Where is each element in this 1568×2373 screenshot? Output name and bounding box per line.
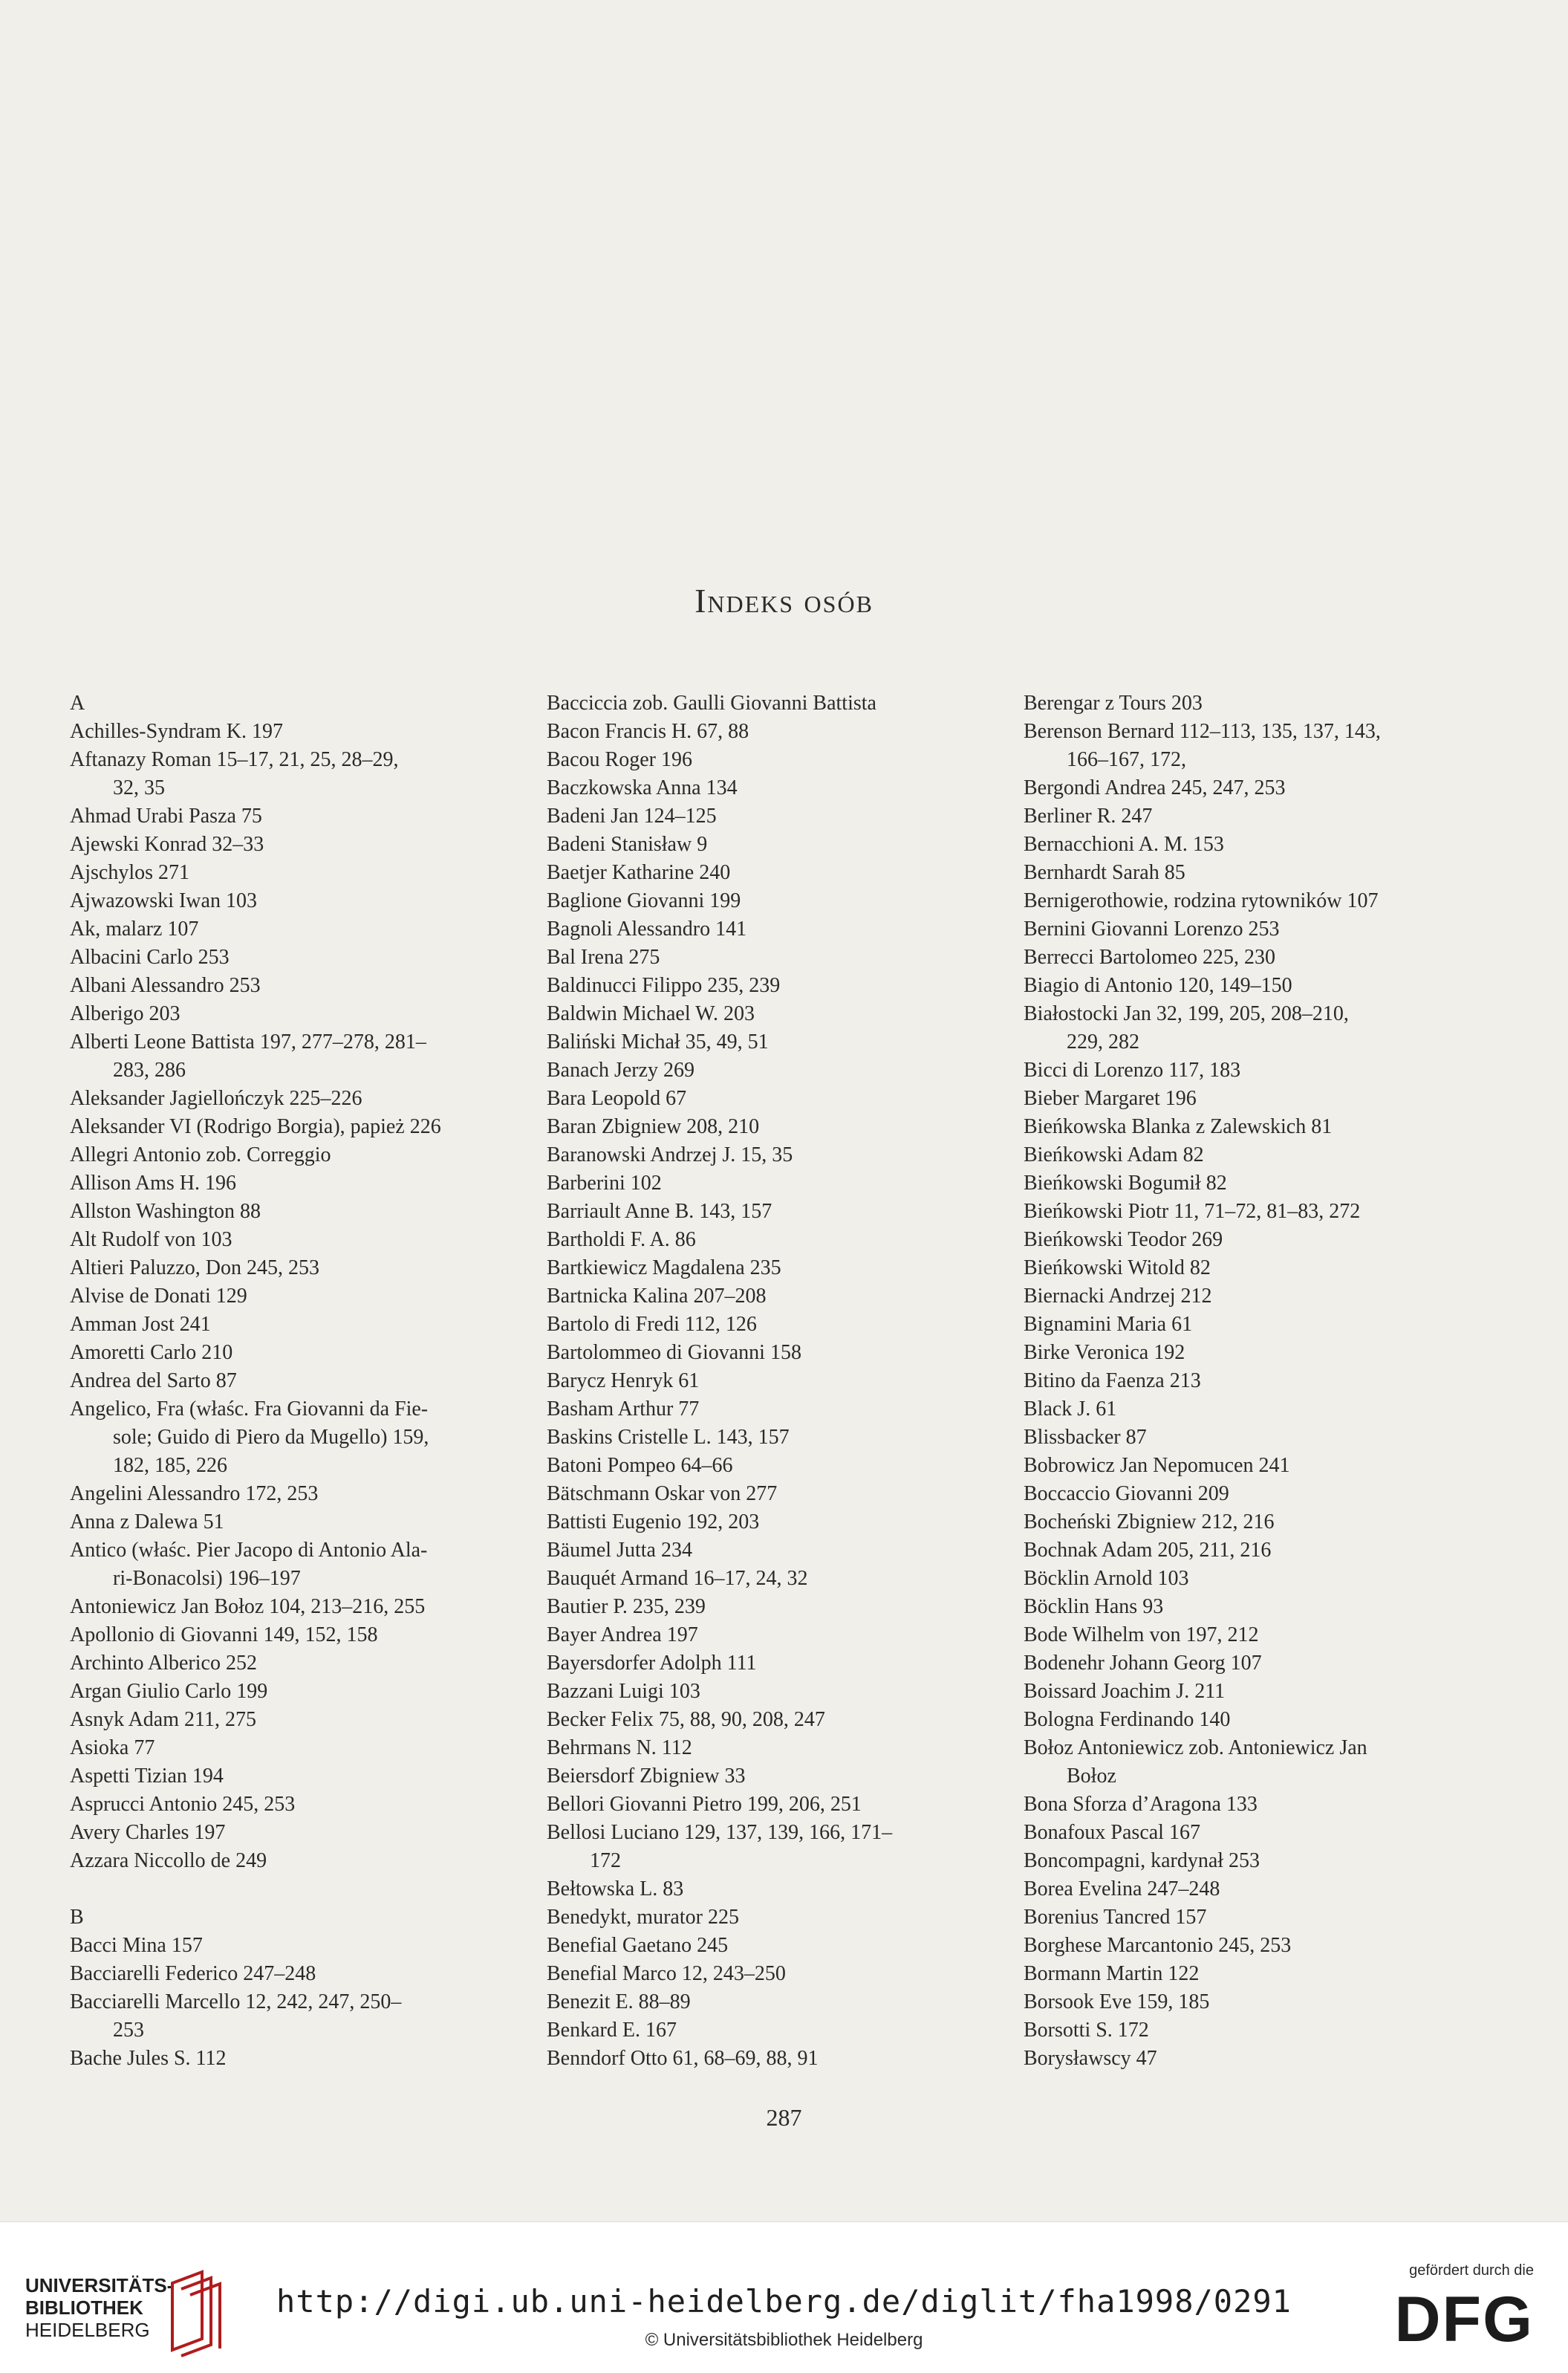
index-entry-text: Borghese Marcantonio 245, 253 (1024, 1934, 1292, 1957)
index-entry-continuation: 166–167, 172, (1067, 748, 1186, 771)
index-entry (70, 1198, 515, 1226)
index-entry-text: Benefial Gaetano 245 (547, 1934, 729, 1957)
index-entry-text: Böcklin Arnold 103 (1024, 1567, 1189, 1590)
index-entry (70, 915, 515, 944)
index-entry (547, 718, 992, 746)
index-entry-text: Benefial Marco 12, 243–250 (547, 1962, 786, 1985)
index-entry-text: Bonafoux Pascal 167 (1024, 1821, 1200, 1844)
index-entry (547, 1254, 992, 1282)
index-entry (547, 915, 992, 944)
index-entry-text: Angelico, Fra (właśc. Fra Giovanni da Fie- (70, 1397, 429, 1421)
index-entry (1024, 944, 1469, 972)
index-entry (70, 887, 515, 915)
index-entry (1024, 1452, 1469, 1480)
funded-by-label: gefördert durch die (1409, 2262, 1534, 2279)
index-entry (70, 1791, 515, 1819)
index-entry (547, 831, 992, 859)
index-entry-text: Asprucci Antonio 245, 253 (70, 1793, 296, 1816)
index-entry (1024, 1734, 1469, 1791)
index-entry-text: Achilles-Syndram K. 197 (70, 720, 283, 743)
index-entry (547, 1339, 992, 1367)
index-entry-text: Archinto Alberico 252 (70, 1652, 257, 1675)
index-entry (547, 746, 992, 774)
dfg-logo: DFG (1394, 2284, 1534, 2355)
index-entry (547, 1141, 992, 1169)
section-gap (70, 1875, 515, 1903)
index-entry-text: Baranowski Andrzej J. 15, 35 (547, 1143, 793, 1166)
index-entry (547, 1452, 992, 1480)
index-entry (1024, 1395, 1469, 1424)
index-entry (547, 859, 992, 887)
index-entry (70, 1734, 515, 1762)
index-entry-text: Baskins Cristelle L. 143, 157 (547, 1426, 790, 1449)
index-entry-text: Bocheński Zbigniew 212, 216 (1024, 1510, 1275, 1533)
index-entry-text: Allston Washington 88 (70, 1200, 261, 1223)
index-entry (547, 1649, 992, 1678)
index-entry (70, 1339, 515, 1367)
index-entry-text: Amman Jost 241 (70, 1313, 211, 1336)
index-entry (1024, 1113, 1469, 1141)
index-entry (70, 1593, 515, 1621)
index-entry-text: Bartolo di Fredi 112, 126 (547, 1313, 757, 1336)
index-entry (1024, 915, 1469, 944)
index-entry-text: Berengar z Tours 203 (1024, 692, 1203, 715)
index-entry (1024, 1791, 1469, 1819)
index-entry-text: Antico (właśc. Pier Jacopo di Antonio Ala- (70, 1539, 428, 1562)
index-entry (547, 1480, 992, 1508)
index-entry-text: Baldwin Michael W. 203 (547, 1002, 755, 1025)
entry-list-b (70, 1932, 515, 2073)
index-entry (1024, 1339, 1469, 1367)
index-entry-text: Bagnoli Alessandro 141 (547, 918, 747, 941)
index-entry-text: Bieńkowski Bogumił 82 (1024, 1172, 1227, 1195)
index-entry-text: Ahmad Urabi Pasza 75 (70, 805, 262, 828)
index-entry (547, 1903, 992, 1932)
index-entry (547, 1000, 992, 1028)
index-entry-text: Allison Ams H. 196 (70, 1172, 237, 1195)
index-entry-text: Blissbacker 87 (1024, 1426, 1147, 1449)
index-entry (1024, 1536, 1469, 1565)
index-entry (70, 1282, 515, 1311)
index-entry-text: Ajschylos 271 (70, 861, 189, 884)
index-entry-text: Bormann Martin 122 (1024, 1962, 1200, 1985)
index-entry (70, 831, 515, 859)
index-entry (1024, 1960, 1469, 1988)
index-entry (547, 1028, 992, 1056)
index-entry (547, 1621, 992, 1649)
index-entry-text: Benezit E. 88–89 (547, 1990, 691, 2013)
index-entry (1024, 2045, 1469, 2073)
index-entry-text: Barberini 102 (547, 1172, 662, 1195)
index-entry (547, 1762, 992, 1791)
index-entry-text: Borenius Tancred 157 (1024, 1906, 1207, 1929)
index-entry (547, 2016, 992, 2045)
index-entry-text: Bacciarelli Marcello 12, 242, 247, 250– (70, 1990, 402, 2013)
index-entry (1024, 1169, 1469, 1198)
index-entry (1024, 1903, 1469, 1932)
index-entry (70, 1254, 515, 1282)
index-entry (547, 1536, 992, 1565)
index-entry-text: Angelini Alessandro 172, 253 (70, 1482, 319, 1505)
index-entry-text: Bobrowicz Jan Nepomucen 241 (1024, 1454, 1290, 1477)
index-entry-text: Alvise de Donati 129 (70, 1285, 247, 1308)
index-entry-text: Alt Rudolf von 103 (70, 1228, 232, 1251)
index-entry-text: Biagio di Antonio 120, 149–150 (1024, 974, 1292, 997)
index-entry-text: Białostocki Jan 32, 199, 205, 208–210, (1024, 1002, 1349, 1025)
index-entry (547, 1424, 992, 1452)
index-entry (1024, 1847, 1469, 1875)
index-entry-text: Bacon Francis H. 67, 88 (547, 720, 749, 743)
index-entry-text: Bołoz Antoniewicz zob. Antoniewicz Jan (1024, 1736, 1367, 1759)
index-column-2 (547, 689, 992, 2073)
permalink-url[interactable]: http://digi.ub.uni-heidelberg.de/diglit/fha1998/0291 (276, 2283, 1292, 2320)
index-entry (547, 1819, 992, 1875)
index-entry-text: Borea Evelina 247–248 (1024, 1877, 1220, 1900)
index-entry-text: Bellori Giovanni Pietro 199, 206, 251 (547, 1793, 862, 1816)
index-entry (1024, 2016, 1469, 2045)
index-entry (1024, 1621, 1469, 1649)
index-entry (70, 1028, 515, 1085)
index-entry-text: Bernacchioni A. M. 153 (1024, 833, 1224, 856)
index-entry (547, 1593, 992, 1621)
index-entry (70, 859, 515, 887)
index-entry (1024, 1932, 1469, 1960)
index-entry-text: Birke Veronica 192 (1024, 1341, 1185, 1364)
index-entry-text: Benedykt, murator 225 (547, 1906, 739, 1929)
index-entry (70, 1988, 515, 2045)
index-entry-text: Bona Sforza d’Aragona 133 (1024, 1793, 1258, 1816)
index-entry (1024, 1367, 1469, 1395)
index-entry-text: Badeni Stanisław 9 (547, 833, 708, 856)
index-entry (547, 2045, 992, 2073)
index-entry-text: Bode Wilhelm von 197, 212 (1024, 1623, 1259, 1646)
index-entry-text: Böcklin Hans 93 (1024, 1595, 1164, 1618)
index-entry-text: Borysławscy 47 (1024, 2047, 1157, 2070)
index-entry-text: Bitino da Faenza 213 (1024, 1369, 1201, 1392)
index-entry (70, 1508, 515, 1536)
index-entry (1024, 718, 1469, 774)
index-entry-text: Barriault Anne B. 143, 157 (547, 1200, 772, 1223)
library-name-line2: BIBLIOTHEK (25, 2296, 143, 2319)
index-entry (547, 1565, 992, 1593)
index-entry-text: Allegri Antonio zob. Correggio (70, 1143, 331, 1166)
index-entry-text: Altieri Paluzzo, Don 245, 253 (70, 1256, 319, 1279)
index-entry-text: Asnyk Adam 211, 275 (70, 1708, 256, 1731)
index-entry-continuation: 172 (590, 1849, 621, 1872)
index-entry (70, 1000, 515, 1028)
index-entry-text: Boccaccio Giovanni 209 (1024, 1482, 1229, 1505)
index-entry (1024, 1565, 1469, 1593)
index-entry-text: Bacciccia zob. Gaulli Giovanni Battista (547, 692, 876, 715)
index-entry (70, 1762, 515, 1791)
index-column-3 (1024, 689, 1469, 2073)
library-name-line3: HEIDELBERG (25, 2319, 150, 2341)
index-entry-text: Becker Felix 75, 88, 90, 208, 247 (547, 1708, 825, 1731)
index-entry (547, 1311, 992, 1339)
index-entry (1024, 859, 1469, 887)
index-entry (70, 1169, 515, 1198)
index-entry (1024, 774, 1469, 802)
page-title: Indeks osób (694, 582, 874, 620)
index-entry (1024, 1000, 1469, 1056)
index-entry-text: Apollonio di Giovanni 149, 152, 158 (70, 1623, 378, 1646)
index-entry-text: Aleksander Jagiellończyk 225–226 (70, 1087, 362, 1110)
index-entry (70, 1395, 515, 1480)
index-entry-text: Alberigo 203 (70, 1002, 180, 1025)
index-entry-text: Bara Leopold 67 (547, 1087, 687, 1110)
index-entry (70, 1367, 515, 1395)
index-entry-text: Bochnak Adam 205, 211, 216 (1024, 1539, 1272, 1562)
index-entry-text: Bal Irena 275 (547, 946, 660, 969)
index-entry (547, 1706, 992, 1734)
index-entry-text: Baetjer Katharine 240 (547, 861, 731, 884)
index-entry (1024, 1282, 1469, 1311)
index-entry (1024, 1480, 1469, 1508)
index-entry-text: Bacou Roger 196 (547, 748, 692, 771)
index-entry-text: Bełtowska L. 83 (547, 1877, 684, 1900)
index-entry-text: Baldinucci Filippo 235, 239 (547, 974, 781, 997)
index-entry (547, 944, 992, 972)
index-entry (1024, 1311, 1469, 1339)
index-entry-text: Benndorf Otto 61, 68–69, 88, 91 (547, 2047, 819, 2070)
index-entry-text: Asioka 77 (70, 1736, 155, 1759)
page-number: 287 (766, 2104, 802, 2131)
index-entry (70, 1536, 515, 1593)
index-entry-text: Bernhardt Sarah 85 (1024, 861, 1185, 884)
index-entry-text: Baglione Giovanni 199 (547, 889, 741, 912)
section-letter-b: B (70, 1906, 84, 1929)
index-entry-text: Bieńkowski Teodor 269 (1024, 1228, 1223, 1251)
index-entry (1024, 1085, 1469, 1113)
index-entry-text: Barycz Henryk 61 (547, 1369, 700, 1392)
index-entry-text: Borsook Eve 159, 185 (1024, 1990, 1210, 2013)
index-entry (70, 1706, 515, 1734)
index-entry (70, 1621, 515, 1649)
index-entry-text: Battisti Eugenio 192, 203 (547, 1510, 760, 1533)
index-entry (70, 1819, 515, 1847)
index-entry-text: Ajewski Konrad 32–33 (70, 833, 264, 856)
index-entry-text: Beiersdorf Zbigniew 33 (547, 1765, 746, 1788)
index-entry (1024, 1988, 1469, 2016)
index-entry-text: Bayersdorfer Adolph 111 (547, 1652, 757, 1675)
index-entry (70, 1085, 515, 1113)
index-entry (70, 1847, 515, 1875)
index-entry-text: Aftanazy Roman 15–17, 21, 25, 28–29, (70, 748, 399, 771)
index-entry (70, 1226, 515, 1254)
index-entry (547, 1395, 992, 1424)
index-entry-text: Bätschmann Oskar von 277 (547, 1482, 778, 1505)
index-entry-text: Berenson Bernard 112–113, 135, 137, 143, (1024, 720, 1381, 743)
index-entry (70, 1311, 515, 1339)
index-entry (547, 1791, 992, 1819)
index-entry-text: Bartolommeo di Giovanni 158 (547, 1341, 801, 1364)
index-entry-text: Ak, malarz 107 (70, 918, 199, 941)
index-entry-text: Azzara Niccollo de 249 (70, 1849, 267, 1872)
index-entry-text: Boissard Joachim J. 211 (1024, 1680, 1226, 1703)
index-entry-text: Aspetti Tizian 194 (70, 1765, 224, 1788)
index-entry (1024, 802, 1469, 831)
index-entry (1024, 1819, 1469, 1847)
index-entry-text: Bieber Margaret 196 (1024, 1087, 1197, 1110)
copyright-notice: © Universitätsbibliothek Heidelberg (645, 2330, 923, 2350)
index-entry-text: Banach Jerzy 269 (547, 1059, 695, 1082)
index-entry (1024, 1141, 1469, 1169)
index-entry-text: Bacci Mina 157 (70, 1934, 203, 1957)
index-entry-text: Benkard E. 167 (547, 2019, 677, 2042)
index-entry-continuation: 182, 185, 226 (113, 1454, 227, 1477)
index-entry-text: Berliner R. 247 (1024, 805, 1153, 828)
index-entry (547, 1113, 992, 1141)
index-entry-text: Antoniewicz Jan Bołoz 104, 213–216, 255 (70, 1595, 426, 1618)
index-entry-text: Aleksander VI (Rodrigo Borgia), papież 226 (70, 1115, 441, 1138)
index-entry-text: Amoretti Carlo 210 (70, 1341, 233, 1364)
index-entry-text: Bache Jules S. 112 (70, 2047, 227, 2070)
index-entry (547, 1056, 992, 1085)
entry-list-a (70, 718, 515, 1875)
index-entry (1024, 1198, 1469, 1226)
index-entry (1024, 1678, 1469, 1706)
index-entry-text: Basham Arthur 77 (547, 1397, 700, 1421)
index-entry (70, 1480, 515, 1508)
index-entry-text: Bellosi Luciano 129, 137, 139, 166, 171– (547, 1821, 893, 1844)
index-entry (70, 746, 515, 802)
index-entry (70, 718, 515, 746)
index-entry-continuation: 283, 286 (113, 1059, 186, 1082)
index-entry (547, 1875, 992, 1903)
index-entry-text: Baczkowska Anna 134 (547, 776, 738, 799)
index-entry-text: Batoni Pompeo 64–66 (547, 1454, 733, 1477)
entry-list-column-2 (547, 689, 992, 2073)
index-entry-text: Bergondi Andrea 245, 247, 253 (1024, 776, 1286, 799)
index-entry (1024, 1706, 1469, 1734)
index-entry (547, 1226, 992, 1254)
index-entry-continuation: sole; Guido di Piero da Mugello) 159, (113, 1426, 429, 1449)
index-entry-continuation: 32, 35 (113, 776, 165, 799)
index-entry-text: Baran Zbigniew 208, 210 (547, 1115, 760, 1138)
index-entry-text: Bäumel Jutta 234 (547, 1539, 692, 1562)
index-entry-text: Bartholdi F. A. 86 (547, 1228, 696, 1251)
index-entry (70, 802, 515, 831)
index-entry-text: Bauquét Armand 16–17, 24, 32 (547, 1567, 808, 1590)
library-name-line1: UNIVERSITÄTS- (25, 2274, 174, 2296)
index-entry-continuation: 253 (113, 2019, 144, 2042)
index-entry (70, 944, 515, 972)
entry-list-column-3 (1024, 689, 1469, 2073)
index-entry (70, 1932, 515, 1960)
index-entry-text: Bieńkowska Blanka z Zalewskich 81 (1024, 1115, 1333, 1138)
index-entry-continuation: ri-Bonacolsi) 196–197 (113, 1567, 301, 1590)
index-entry (1024, 1649, 1469, 1678)
index-entry-text: Boncompagni, kardynał 253 (1024, 1849, 1260, 1872)
index-entry (70, 972, 515, 1000)
index-entry-text: Albani Alessandro 253 (70, 974, 261, 997)
index-entry-text: Behrmans N. 112 (547, 1736, 692, 1759)
index-entry (547, 689, 992, 718)
index-entry (1024, 1593, 1469, 1621)
index-entry-text: Bautier P. 235, 239 (547, 1595, 706, 1618)
index-entry-text: Bernigerothowie, rodzina rytowników 107 (1024, 889, 1379, 912)
index-entry-text: Argan Giulio Carlo 199 (70, 1680, 268, 1703)
index-entry (1024, 1254, 1469, 1282)
index-entry (547, 1169, 992, 1198)
index-entry (1024, 1508, 1469, 1536)
viewer-footer (0, 2221, 1568, 2373)
index-entry (1024, 689, 1469, 718)
index-entry (547, 972, 992, 1000)
index-entry-text: Baliński Michał 35, 49, 51 (547, 1030, 769, 1054)
index-entry (1024, 972, 1469, 1000)
index-entry (70, 1649, 515, 1678)
index-entry (547, 1734, 992, 1762)
index-entry-text: Albacini Carlo 253 (70, 946, 230, 969)
index-entry (1024, 887, 1469, 915)
index-entry-text: Bacciarelli Federico 247–248 (70, 1962, 316, 1985)
index-entry (70, 1678, 515, 1706)
index-entry (70, 1960, 515, 1988)
index-entry (1024, 1424, 1469, 1452)
index-entry-text: Alberti Leone Battista 197, 277–278, 281– (70, 1030, 426, 1054)
index-entry (547, 1960, 992, 1988)
index-entry-text: Bazzani Luigi 103 (547, 1680, 700, 1703)
index-entry (1024, 1875, 1469, 1903)
index-entry (547, 1198, 992, 1226)
index-entry-text: Andrea del Sarto 87 (70, 1369, 237, 1392)
index-entry (547, 1678, 992, 1706)
index-entry (547, 1932, 992, 1960)
index-entry-text: Bodenehr Johann Georg 107 (1024, 1652, 1262, 1675)
index-entry-text: Bicci di Lorenzo 117, 183 (1024, 1059, 1241, 1082)
index-entry-text: Anna z Dalewa 51 (70, 1510, 224, 1533)
index-entry (70, 1141, 515, 1169)
index-entry (547, 1367, 992, 1395)
index-entry (547, 774, 992, 802)
index-entry (70, 2045, 515, 2073)
index-entry-text: Bieńkowski Adam 82 (1024, 1143, 1204, 1166)
index-entry-text: Borsotti S. 172 (1024, 2019, 1149, 2042)
index-entry-text: Bayer Andrea 197 (547, 1623, 698, 1646)
index-entry (1024, 831, 1469, 859)
index-entry-text: Bieńkowski Witold 82 (1024, 1256, 1211, 1279)
index-entry-continuation: Bołoz (1067, 1765, 1116, 1788)
index-entry-text: Bartnicka Kalina 207–208 (547, 1285, 767, 1308)
index-entry-text: Badeni Jan 124–125 (547, 805, 717, 828)
index-entry-continuation: 229, 282 (1067, 1030, 1139, 1054)
index-entry-text: Bologna Ferdinando 140 (1024, 1708, 1231, 1731)
index-entry (1024, 1226, 1469, 1254)
index-entry-text: Bignamini Maria 61 (1024, 1313, 1193, 1336)
index-entry (547, 1508, 992, 1536)
index-entry (547, 1085, 992, 1113)
index-entry (1024, 1056, 1469, 1085)
index-column-1 (70, 689, 515, 2073)
index-entry-text: Bartkiewicz Magdalena 235 (547, 1256, 781, 1279)
index-entry-text: Bernini Giovanni Lorenzo 253 (1024, 918, 1280, 941)
index-entry-text: Avery Charles 197 (70, 1821, 226, 1844)
index-entry-text: Black J. 61 (1024, 1397, 1117, 1421)
index-entry-text: Biernacki Andrzej 212 (1024, 1285, 1212, 1308)
index-entry (70, 1113, 515, 1141)
index-entry-text: Berrecci Bartolomeo 225, 230 (1024, 946, 1276, 969)
index-entry-text: Bieńkowski Piotr 11, 71–72, 81–83, 272 (1024, 1200, 1361, 1223)
index-entry (547, 1282, 992, 1311)
index-entry (547, 887, 992, 915)
index-entry-text: Ajwazowski Iwan 103 (70, 889, 257, 912)
index-entry (547, 802, 992, 831)
index-entry (547, 1988, 992, 2016)
section-letter-a: A (70, 692, 85, 715)
